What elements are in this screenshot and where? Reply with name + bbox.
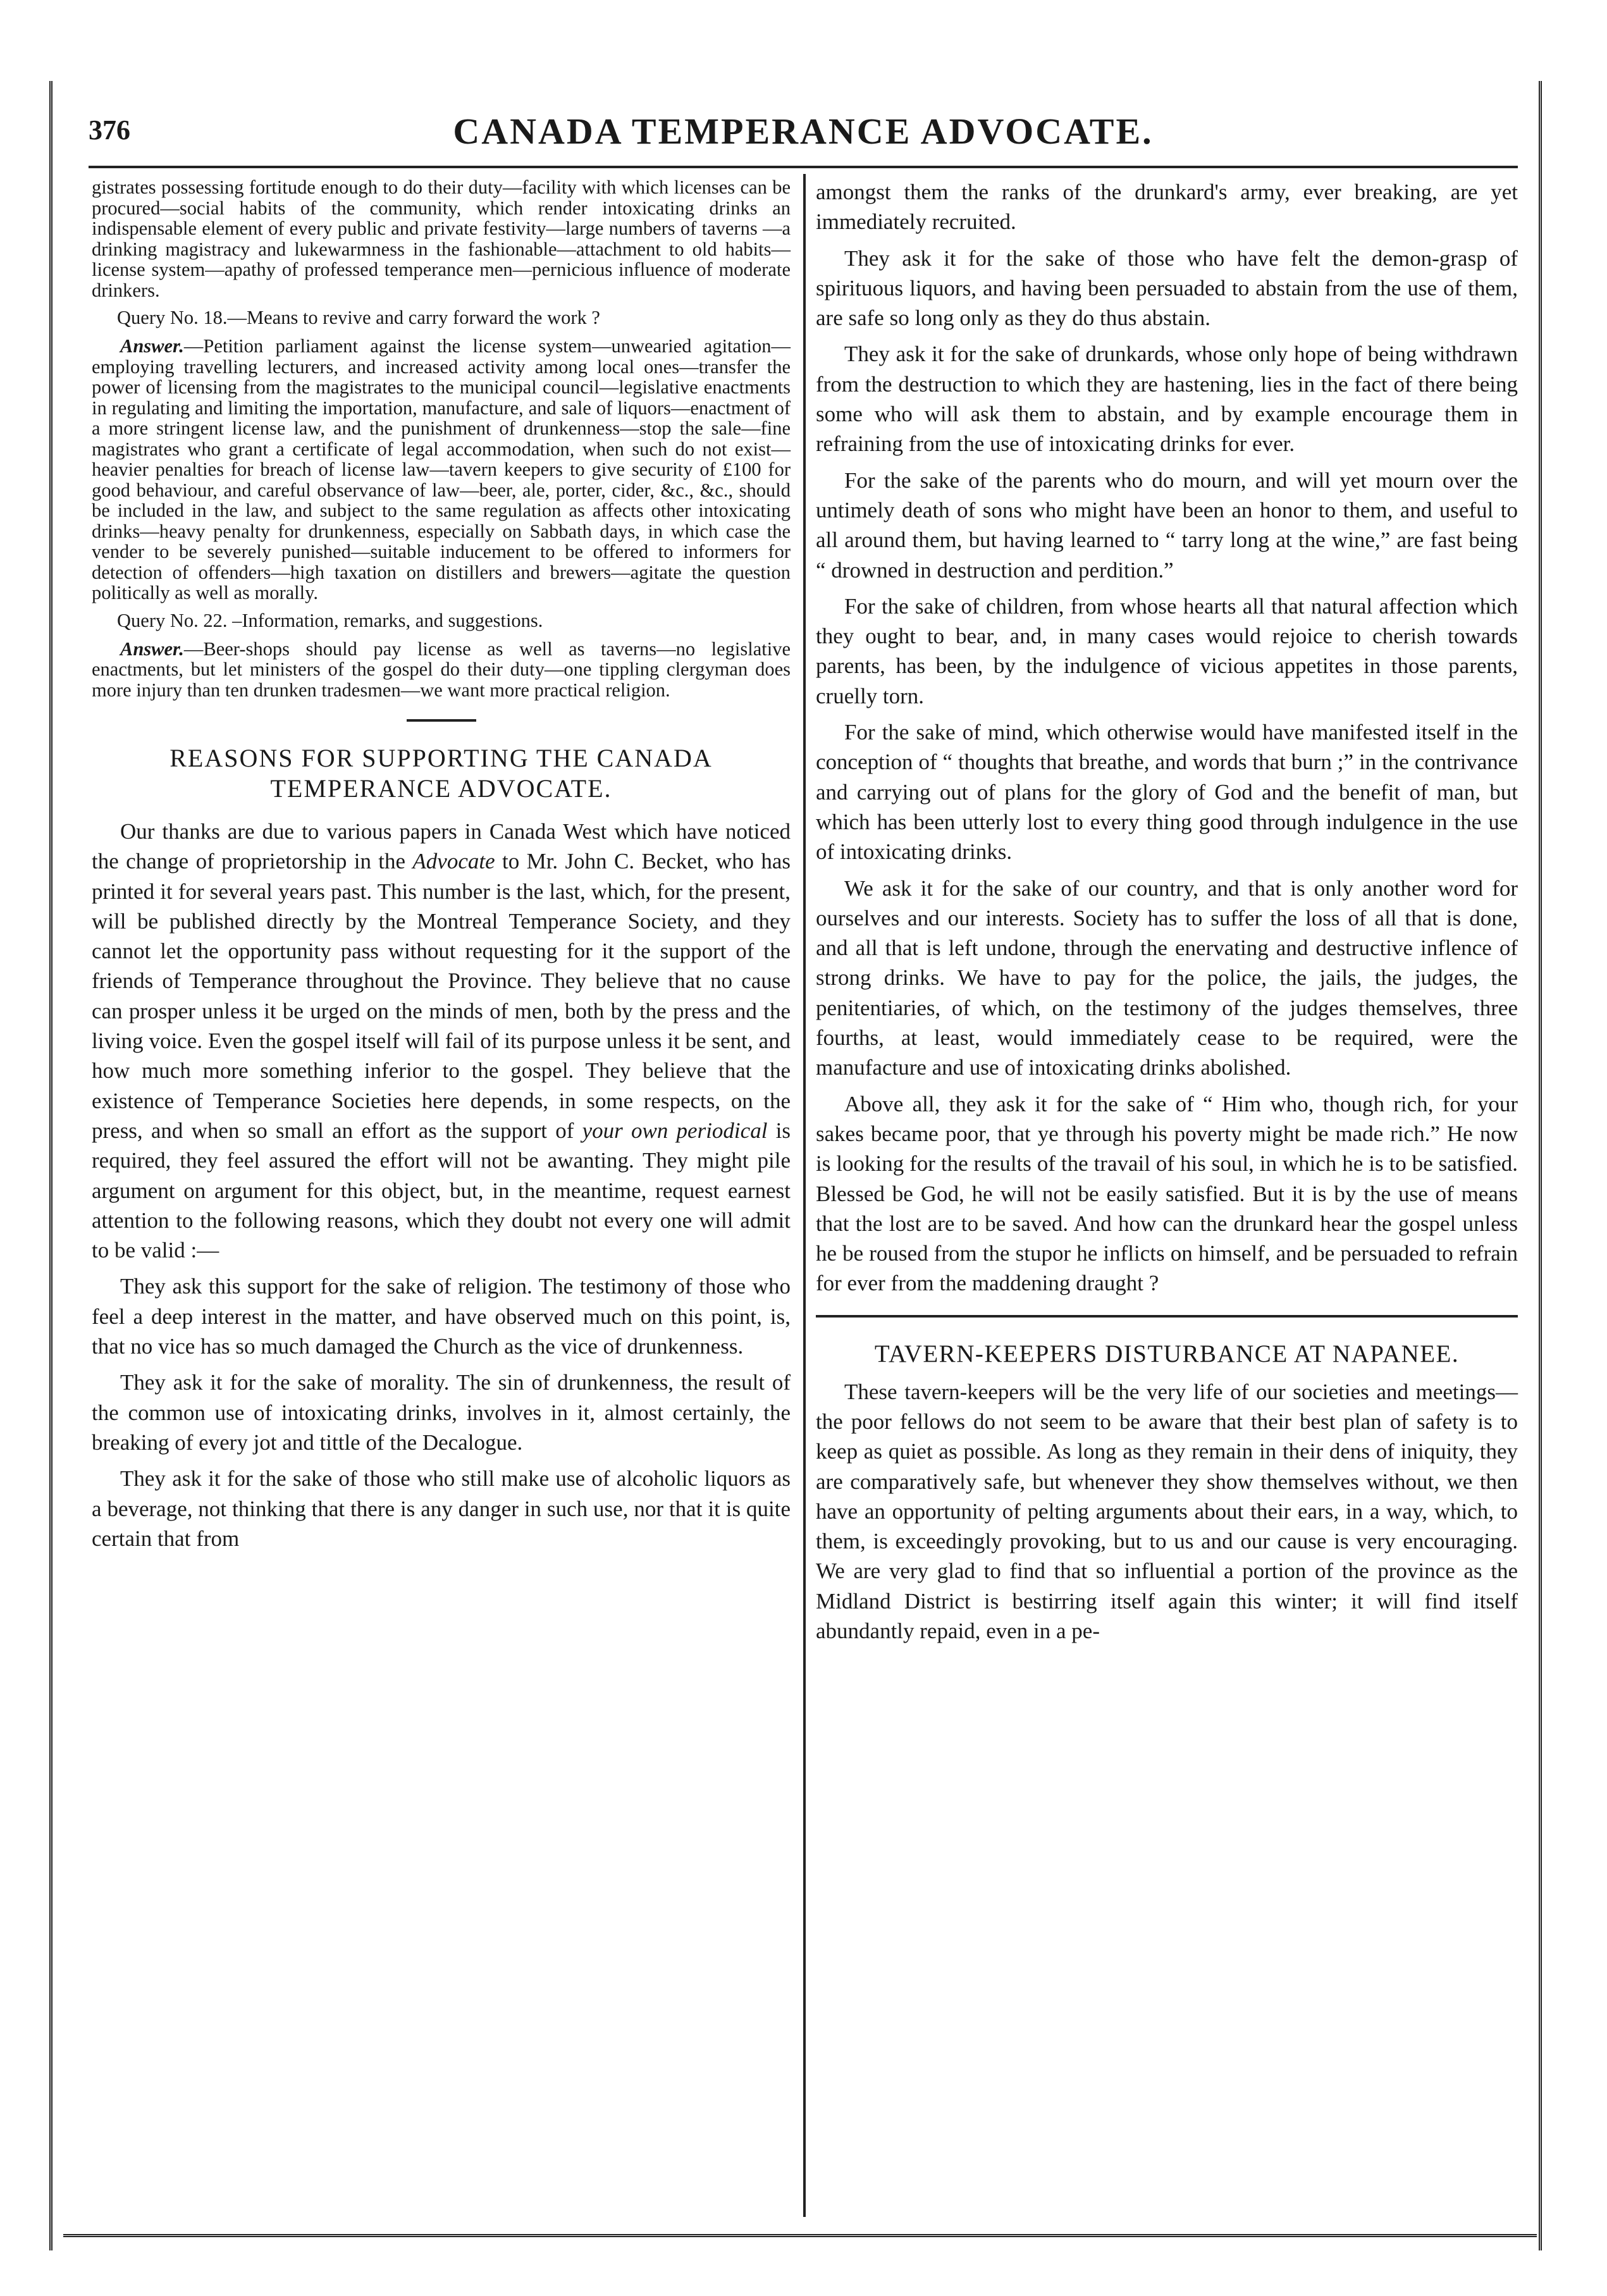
text-run: to Mr. John C. Becket, who has printed it for several years past. This number is the last, which, for the present, will be published directly by the Montreal Temperance Society, and they cannot let the opportunity pass without requesting for it the support of the friends of Temperance throughout the Province. They believe that no cause can prosper unless it be urged on the minds of men, both by the press and the living voice. Even the gospel itself will fail of its purpose unless it be sent, and how much more something inferior to the gospel. They believe that the existence of Temperance Societies here depends, in some respects, on the press, and when so small an effort as the support of [92,849,791,1143]
section-divider [407,719,476,722]
header-rule [89,166,1518,168]
right-column [816,177,1518,1652]
query-22: Query No. 22. –Information, remarks, and suggestions. [117,609,543,631]
article-paragraph: For the sake of the parents who do mourn, and will yet mourn over the untimely death of sons who might have been an honor to them, and useful to all around them, but having learned to “ tarry long at the wine,” are fast being “ drowned in destruction and perdition.” [816,467,1518,583]
answer-18-text: —Petition parliament against the license system—unwearied agitation—employing travelling lecturers, and increased activity among local ones—transfer the power of licensing from the magistrates to the municipal council—legislative enactments in regulating and limiting the importation, manufacture, and sale of liquors—enactment of a more stringent license law, and the punishment of drunkenness—stop the sale—fine magistrates who grant a certificate of legal accommodation, when such do not exist—heavier penalties for breach of license law—tavern keepers to give security of £100 for good behaviour, and careful observance of law—beer, ale, porter, cider, &c., &c., should be included in the law, and subject to the same regulation as affects other intoxicating drinks—heavy penalty for drunkenness, especially on Sabbath days, in which case the vender to be severely punished—suitable inducement to be offered to informers for detection of offenders—high taxation on distillers and brewers—agitate the question politically as well as morally. [92,335,791,603]
text-run: is required, they feel assured the effort will not be awanting. They might pile argument on argument for this object, but, in the meantime, request earnest attention to the following reasons, which they doubt not every one will admit to be valid :— [92,1118,791,1263]
article-paragraph: They ask it for the sake of those who have felt the demon-grasp of spirituous liquors, and having been persuaded to abstain from the use of them, are safe so long only as they do thus abstain. [816,245,1518,331]
heading-line-1: REASONS FOR SUPPORTING THE CANADA [169,744,713,772]
article-paragraph: They ask this support for the sake of religion. The testimony of those who feel a deep interest in the matter, and have observed much on this point, is, that no vice has so much damaged the Church as the vice of drunkenness. [92,1274,791,1359]
section-heading: TAVERN-KEEPERS DISTURBANCE AT NAPANEE. [874,1340,1460,1367]
heading-line-2: TEMPERANCE ADVOCATE. [270,774,612,803]
article-paragraph: For the sake of mind, which otherwise would have manifested itself in the conception of “ thoughts that breathe, and words that burn ;” in the contrivance and carrying out of plans for the glory of God and the benefit of man, but which has been utterly lost to every thing good through indulgence in the use of intoxicating drinks. [816,720,1518,865]
answer-22 [92,639,791,701]
article-paragraph: They ask it for the sake of those who still make use of alcoholic liquors as a beverage, not thinking that there is any danger in such use, nor that it is quite certain that from [92,1466,791,1551]
column-divider [803,174,806,2217]
page-header [89,106,1518,167]
bottom-rule [63,2234,1537,2237]
masthead-title: CANADA TEMPERANCE ADVOCATE. [453,111,1154,152]
text-run: Our thanks are due to various papers in Canada West which have noticed the change of proprietorship in the [92,819,791,874]
section-divider [816,1315,1518,1318]
article-paragraph: They ask it for the sake of morality. The sin of drunkenness, the result of the common use of intoxicating drinks, involves in it, almost certainly, the breaking of every jot and tittle of the Decalogue. [92,1370,791,1455]
section-heading [92,743,791,804]
left-column [92,177,791,1560]
answer-22-text: —Beer-shops should pay license as well as taverns—no legislative enactments, but let ministers of the gospel do their duty—one tippling clergyman does more injury than ten drunken tradesmen—we want more practical religion. [92,638,791,701]
answer-label: Answer. [120,335,184,357]
article-paragraph [92,817,791,1265]
answer-18 [92,336,791,603]
article-paragraph: They ask it for the sake of drunkards, whose only hope of being withdrawn from the destruction to which they are hastening, lies in the fact of there being some who will ask them to abstain, and by example encourage them in refraining from the use of intoxicating drinks for ever. [816,342,1518,457]
article-paragraph: We ask it for the sake of our country, and that is only another word for ourselves and our interests. Society has to suffer the loss of all that is done, and all that is left undone, through the enervating and destructive inflence of strong drinks. We have to pay for the police, the jails, the judges, the penitentiaries, of which, on the testimony of the judges themselves, three fourths, at least, would immediately cease to be required, were the manufacture and use of intoxicating drinks abolished. [816,875,1518,1080]
answer-label: Answer. [120,638,184,660]
query-18: Query No. 18.—Means to revive and carry forward the work ? [117,307,600,328]
page-number: 376 [89,114,130,145]
article-paragraph: These tavern-keepers will be the very life of our societies and meetings—the poor fellows do not seem to be aware that their best plan of safety is to keep as quiet as possible. As long as they remain in their dens of iniquity, they are comparatively safe, but whenever they show themselves without, we then have an opportunity of pelting arguments about their ears, in a way, which, to them, is exceedingly provoking, but to us and our cause is very encouraging. We are very glad to find that so influential a portion of the province as the Midland District is bestirring itself again this winter; it will find itself abundantly repaid, even in a pe- [816,1379,1518,1644]
intro-paragraph: gistrates possessing fortitude enough to do their duty—facility with which licenses can be procured—social habits of the community, which render intoxicating drinks an indispensable element of every public and private festivity—large numbers of taverns —a drinking magistracy and lukewarmness in the fashionable—attachment to old habits—license system—apathy of professed temperance men—pernicious influence of moderate drinkers. [92,176,791,301]
article-paragraph: For the sake of children, from whose hearts all that natural affection which they ought to bear, and, in many cases would rejoice to cherish towards parents, has been, by the indulgence of vicious appetites in those parents, cruelly torn. [816,593,1518,708]
italic-run: Advocate [412,849,495,874]
article-paragraph: Above all, they ask it for the sake of “ Him who, though rich, for your sakes became poor, that ye through his poverty might be made rich.” He now is looking for the results of the travail of his soul, in which he is to be satisfied. Blessed be God, he will not be easily satisfied. But it is by the use of means that the lost are to be saved. And how can the drunkard hear the gospel unless he be roused from the stupor he inflicts on himself, and be persuaded to refrain for ever from the maddening draught ? [816,1091,1518,1296]
italic-run: your own periodical [582,1118,768,1143]
article-paragraph: amongst them the ranks of the drunkard's army, ever breaking, are yet immediately recruited. [816,180,1518,235]
